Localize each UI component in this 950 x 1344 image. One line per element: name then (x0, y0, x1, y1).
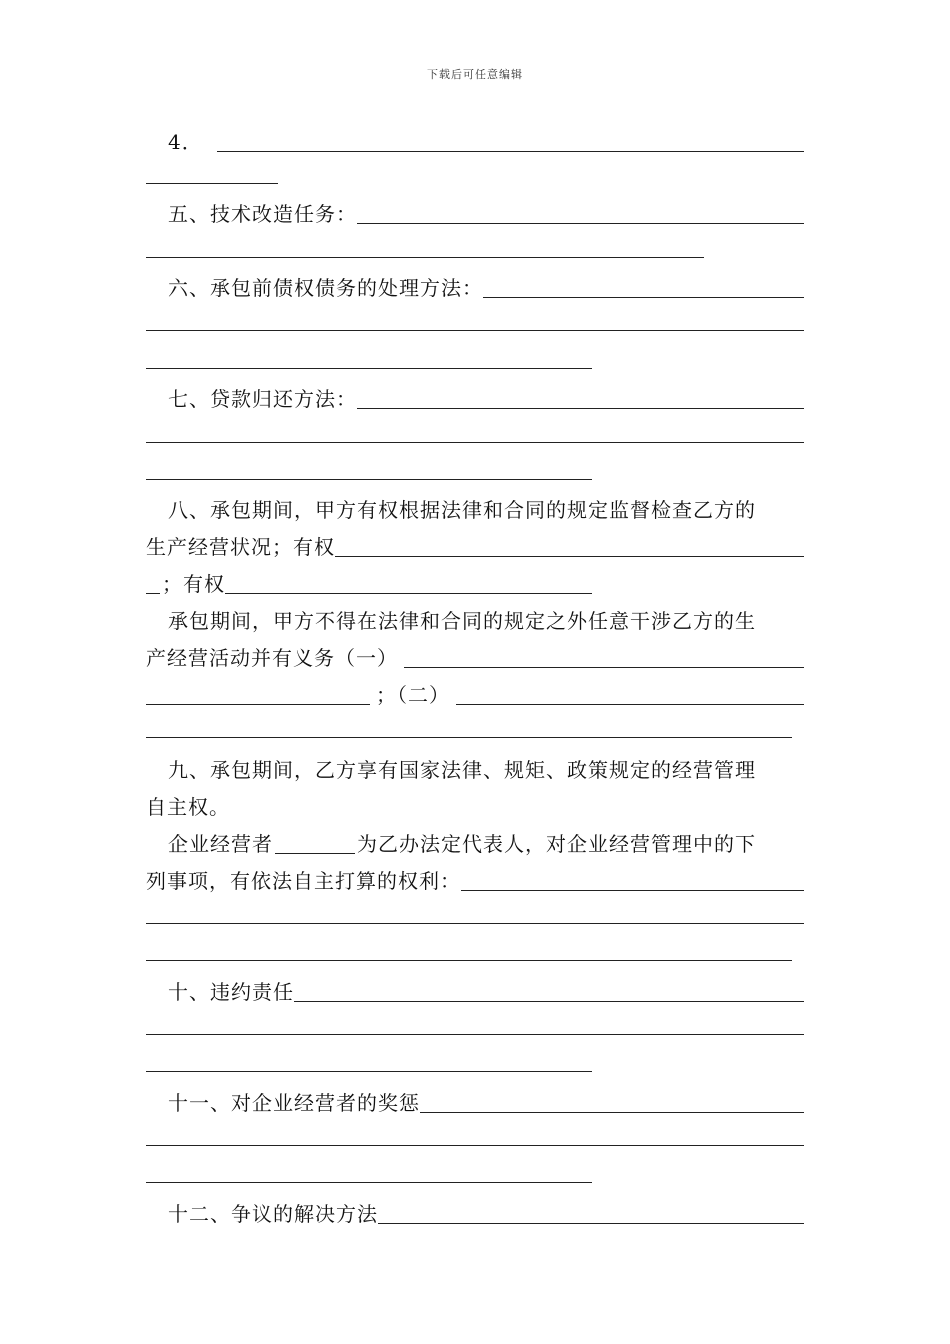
item-9-rights-text: 列事项，有依法自主打算的权利： (146, 869, 461, 893)
item-6-line-2[interactable] (146, 330, 804, 331)
item-11-blank[interactable] (420, 1111, 804, 1113)
item-9-representative-text: 为乙办法定代表人，对企业经营管理中的下 (357, 832, 756, 856)
item-8-duty-separator: ；（二） (376, 683, 450, 707)
item-9-text-line-2 (146, 785, 804, 821)
item-4-row (168, 120, 804, 156)
item-4-continuation-line[interactable] (146, 183, 278, 184)
item-9-heading-text: 九、承包期间，乙方享有国家法律、规矩、政策规定的经营管理 (168, 758, 756, 782)
item-5-continuation-line[interactable] (146, 257, 704, 258)
item-8-row-2 (146, 525, 804, 561)
item-11-line-3[interactable] (146, 1182, 592, 1183)
item-9-text-line-1 (168, 748, 804, 784)
item-8-row-6 (146, 673, 804, 709)
item-8-duty-1-blank[interactable] (404, 666, 804, 668)
item-11-row (168, 1081, 804, 1117)
item-8-right-2-blank[interactable] (225, 592, 592, 594)
item-6-label: 六、承包前债权债务的处理方法： (168, 276, 483, 300)
item-8-right-1-blank-end[interactable] (146, 592, 160, 594)
item-11-label: 十一、对企业经营者的奖惩 (168, 1091, 420, 1115)
item-5-blank[interactable] (357, 222, 804, 224)
item-8-duty-2-blank[interactable] (456, 703, 804, 705)
item-7-row (168, 377, 804, 413)
item-12-blank[interactable] (378, 1222, 804, 1224)
item-9-autonomy-text: 自主权。 (146, 795, 230, 819)
item-6-row (168, 266, 804, 302)
item-8-duty-1-blank-end[interactable] (146, 703, 370, 705)
item-8-right-1-blank[interactable] (335, 555, 804, 557)
item-8-row-5 (146, 636, 804, 672)
item-8-heading-text: 八、承包期间，甲方有权根据法律和合同的规定监督检查乙方的 (168, 498, 756, 522)
item-6-blank[interactable] (483, 296, 804, 298)
item-10-blank[interactable] (294, 1000, 804, 1002)
item-5-label: 五、技术改造任务： (168, 202, 357, 226)
item-5-row (168, 192, 804, 228)
item-10-line-3[interactable] (146, 1071, 592, 1072)
item-7-line-3[interactable] (146, 479, 592, 480)
item-6-line-3[interactable] (146, 368, 592, 369)
item-7-blank[interactable] (357, 407, 804, 409)
item-10-line-2[interactable] (146, 1034, 804, 1035)
item-8-row-3 (146, 562, 592, 598)
item-9-line-6[interactable] (146, 960, 792, 961)
item-8-right-2-text: ；有权 (162, 572, 225, 596)
item-8-supervise-text: 生产经营状况；有权 (146, 535, 335, 559)
item-9-row-4 (146, 859, 804, 895)
item-7-line-2[interactable] (146, 442, 804, 443)
item-7-label: 七、贷款归还方法： (168, 387, 357, 411)
item-11-line-2[interactable] (146, 1145, 804, 1146)
item-10-label: 十、违约责任 (168, 980, 294, 1004)
item-10-row (168, 970, 804, 1006)
item-8-duty-heading: 承包期间，甲方不得在法律和合同的规定之外任意干涉乙方的生 (168, 609, 756, 633)
item-8-duty-text: 产经营活动并有义务（一） (146, 646, 398, 670)
item-9-operator-name-blank[interactable] (275, 852, 355, 854)
item-8-duty-2-line-end[interactable] (146, 737, 792, 738)
item-9-rights-blank[interactable] (461, 889, 804, 891)
item-9-operator-text: 企业经营者 (168, 832, 273, 856)
item-8-text-line-1 (168, 488, 804, 524)
item-8-text-line-4 (168, 599, 804, 635)
item-9-row-3 (168, 822, 804, 858)
item-4-blank[interactable] (217, 150, 804, 152)
page-header-note: 下载后可任意编辑 (427, 68, 523, 81)
item-4-label: 4． (168, 130, 203, 154)
item-12-label: 十二、争议的解决方法 (168, 1202, 378, 1226)
item-9-line-5[interactable] (146, 923, 804, 924)
item-12-row (168, 1192, 804, 1228)
